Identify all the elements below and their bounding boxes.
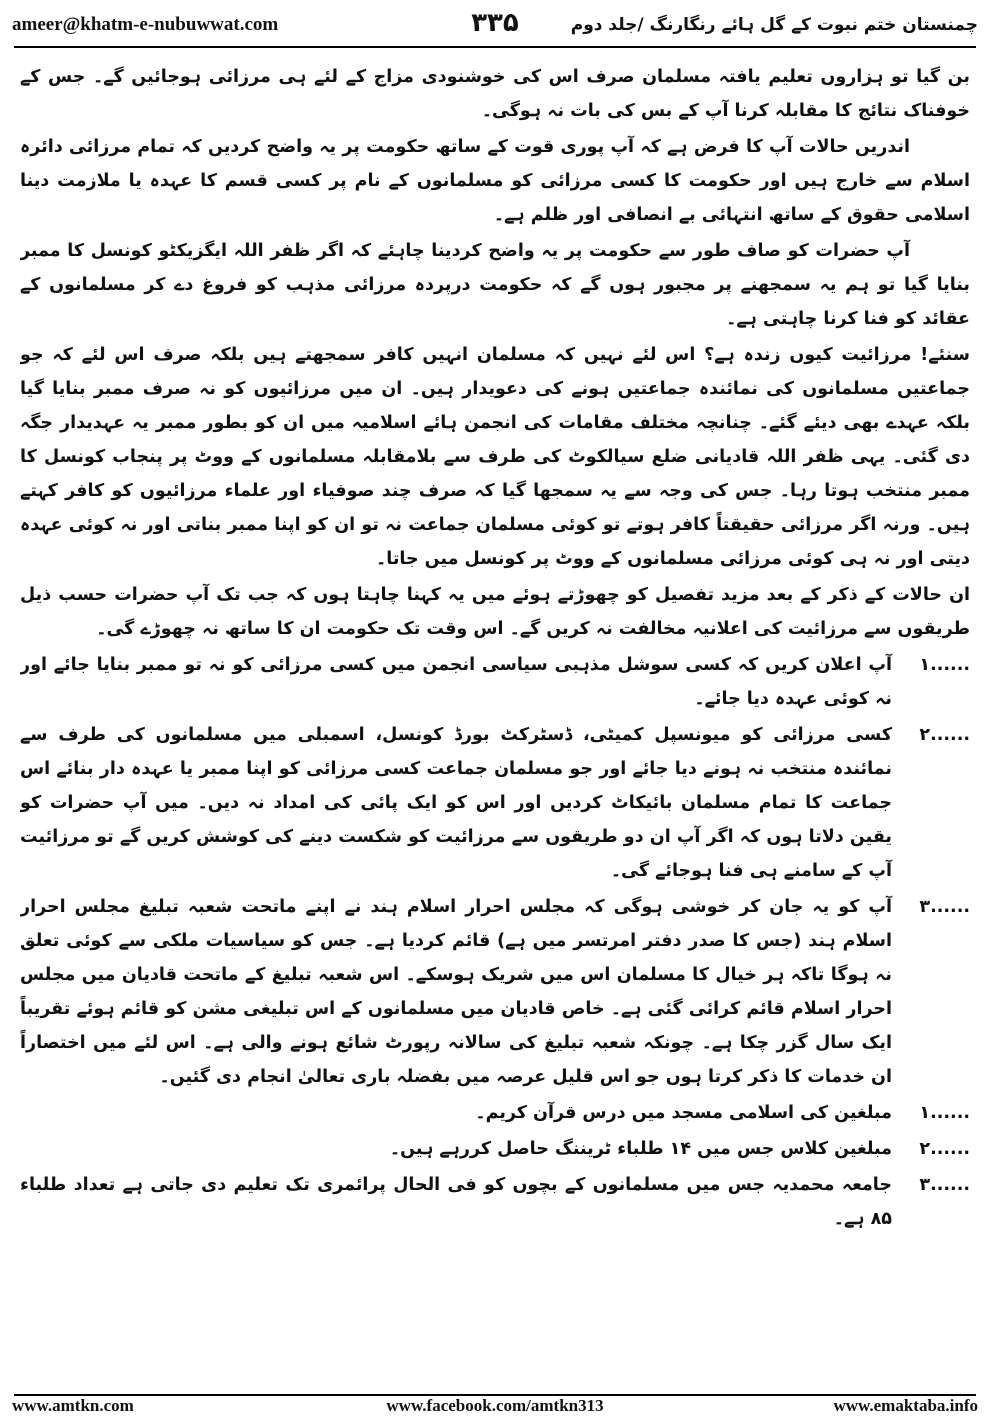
item-number: ۲...... xyxy=(919,725,970,745)
service-item xyxy=(20,1132,970,1166)
proposal-item xyxy=(20,648,970,716)
service-item xyxy=(20,1096,970,1130)
paragraph: ان حالات کے ذکر کے بعد مزید تفصیل کو چھوڑتے ہوئے میں یہ کہنا چاہتا ہوں کہ جب تک آپ حضرات حسب ذیل طریقوں سے مرزائیت کی اعلانیہ مخالفت نہ کریں گے۔ اس وقت تک حکومت ان کا ساتھ نہ چھوڑے گی۔ xyxy=(20,585,970,639)
proposal-item xyxy=(20,890,970,1094)
footer-link-facebook[interactable]: www.facebook.com/amtkn313 xyxy=(386,1396,604,1415)
item-text: مبلغین کی اسلامی مسجد میں درس قرآن کریم۔ xyxy=(475,1103,892,1123)
page-number: ۳۳۵ xyxy=(471,8,519,38)
item-number: ۳...... xyxy=(919,897,970,917)
item-text: آپ اعلان کریں کہ کسی سوشل مذہبی سیاسی انجمن میں کسی مرزائی کو نہ تو ممبر بنایا جائے اور نہ کوئی عہدہ دیا جائے۔ xyxy=(20,655,892,709)
item-number: ۱...... xyxy=(919,655,970,675)
paragraph: بن گیا تو ہزاروں تعلیم یافتہ مسلمان صرف اس کی خوشنودی مزاج کے لئے ہی مرزائی ہوجائیں گے۔ جس کے خوفناک نتائج کا مقابلہ کرنا آپ کے بس کی بات نہ ہوگی۔ xyxy=(20,67,970,121)
page-header xyxy=(12,8,978,42)
paragraph: آپ حضرات کو صاف طور سے حکومت پر یہ واضح کردینا چاہئے کہ اگر ظفر اللہ ایگزیکٹو کونسل کا ممبر بنایا گیا تو ہم یہ سمجھنے پر مجبور ہوں گے کہ حکومت درپردہ مرزائی مذہب کو فروغ دے کر مسلمانوں کے عقائد کو فنا کرنا چاہتی ہے۔ xyxy=(20,241,970,329)
footer-link-maktaba[interactable]: www.emaktaba.info xyxy=(833,1396,978,1415)
header-email: ameer@khatm-e-nubuwwat.com xyxy=(12,14,279,35)
item-text: کسی مرزائی کو میونسپل کمیٹی، ڈسٹرکٹ بورڈ کونسل، اسمبلی میں مسلمانوں کی طرف سے نمائندہ منتخب نہ ہونے دیا جائے اور جو مسلمان جماعت کسی مرزائی کو اپنا ممبر یا عہدہ دار بنائے اس جماعت کا تمام مسلمان بائیکاٹ کردیں اور اس کو ایک پائی کی امداد نہ دیں۔ میں آپ حضرات کو یقین دلاتا ہوں کہ اگر آپ ان دو طریقوں سے مرزائیت کو شکست دینے کی کوشش کریں گے تو مرزائیت آپ کے سامنے ہی فنا ہوجائے گی۔ xyxy=(20,725,892,881)
proposal-item xyxy=(20,718,970,888)
header-divider xyxy=(14,46,976,48)
item-number: ۲...... xyxy=(919,1139,970,1159)
item-number: ۱...... xyxy=(919,1103,970,1123)
footer-link-website[interactable]: www.amtkn.com xyxy=(12,1396,134,1415)
paragraph: سنئے! مرزائیت کیوں زندہ ہے؟ اس لئے نہیں کہ مسلمان انہیں کافر سمجھتے ہیں بلکہ صرف اس لئے کہ جو جماعتیں مسلمانوں کی نمائندہ جماعتیں ہونے کی دعویدار ہیں۔ ان میں مرزائیوں کو نہ صرف ممبر بنایا گیا بلکہ عہدے بھی دیئے گئے۔ چنانچہ مختلف مقامات کی انجمن ہائے اسلامیہ میں ان کو بطور ممبر یہ عہدیدار جگہ دی گئی۔ یہی ظفر اللہ قادیانی ضلع سیالکوٹ کی طرف سے بلامقابلہ مسلمانوں کے ووٹ پر پنجاب کونسل کا ممبر منتخب ہوتا رہا۔ جس کی وجہ سے یہ سمجھا گیا کہ صرف چند صوفیاء اور علماء مرزائیوں کو کافر کہتے ہیں۔ ورنہ اگر مرزائی حقیقتاً کافر ہوتے تو کوئی مسلمان جماعت نہ تو ان کو اپنا ممبر بناتی اور نہ کوئی عہدہ دیتی اور نہ ہی کوئی مرزائی مسلمانوں کے ووٹ پر کونسل میں جاتا۔ xyxy=(20,345,970,569)
item-text: آپ کو یہ جان کر خوشی ہوگی کہ مجلس احرار اسلام ہند نے اپنے ماتحت شعبہ تبلیغ مجلس احرار اسلام ہند (جس کا صدر دفتر امرتسر میں ہے) قائم کردیا ہے۔ جس کو سیاسیات ملکی سے کوئی تعلق نہ ہوگا تاکہ ہر خیال کا مسلمان اس میں شریک ہوسکے۔ اس شعبہ تبلیغ کے ماتحت قادیان میں مجلس احرار اسلام قائم کرائی گئی ہے۔ خاص قادیان میں مسلمانوں کے اس تبلیغی مشن کو قائم ہوئے تقریباً ایک سال گزر چکا ہے۔ چونکہ شعبہ تبلیغ کی سالانہ رپورٹ شائع ہونے والی ہے۔ اس لئے میں اختصاراً ان خدمات کا ذکر کرتا ہوں جو اس قلیل عرصہ میں بفضلہ باری تعالیٰ انجام دی گئیں۔ xyxy=(20,897,892,1087)
item-text: مبلغین کلاس جس میں ۱۴ طلباء ٹریننگ حاصل کررہے ہیں۔ xyxy=(389,1139,892,1159)
paragraph: اندریں حالات آپ کا فرض ہے کہ آپ پوری قوت کے ساتھ حکومت پر یہ واضح کردیں کہ تمام مرزائی دائرہ اسلام سے خارج ہیں اور حکومت کا کسی مرزائی کو مسلمانوں کے نام پر کسی قسم کا عہدہ یا ملازمت دینا اسلامی حقوق کے ساتھ انتہائی بے انصافی اور ظلم ہے۔ xyxy=(20,137,970,225)
page-body xyxy=(20,60,970,1380)
book-title: چمنستان ختم نبوت کے گل ہائے رنگارنگ /جلد دوم xyxy=(570,15,978,35)
page-footer xyxy=(12,1396,978,1418)
item-text: جامعہ محمدیہ جس میں مسلمانوں کے بچوں کو فی الحال پرائمری تک تعلیم دی جاتی ہے تعداد طلباء ۸۵ ہے۔ xyxy=(20,1175,892,1229)
item-number: ۳...... xyxy=(919,1175,970,1195)
service-item xyxy=(20,1168,970,1236)
